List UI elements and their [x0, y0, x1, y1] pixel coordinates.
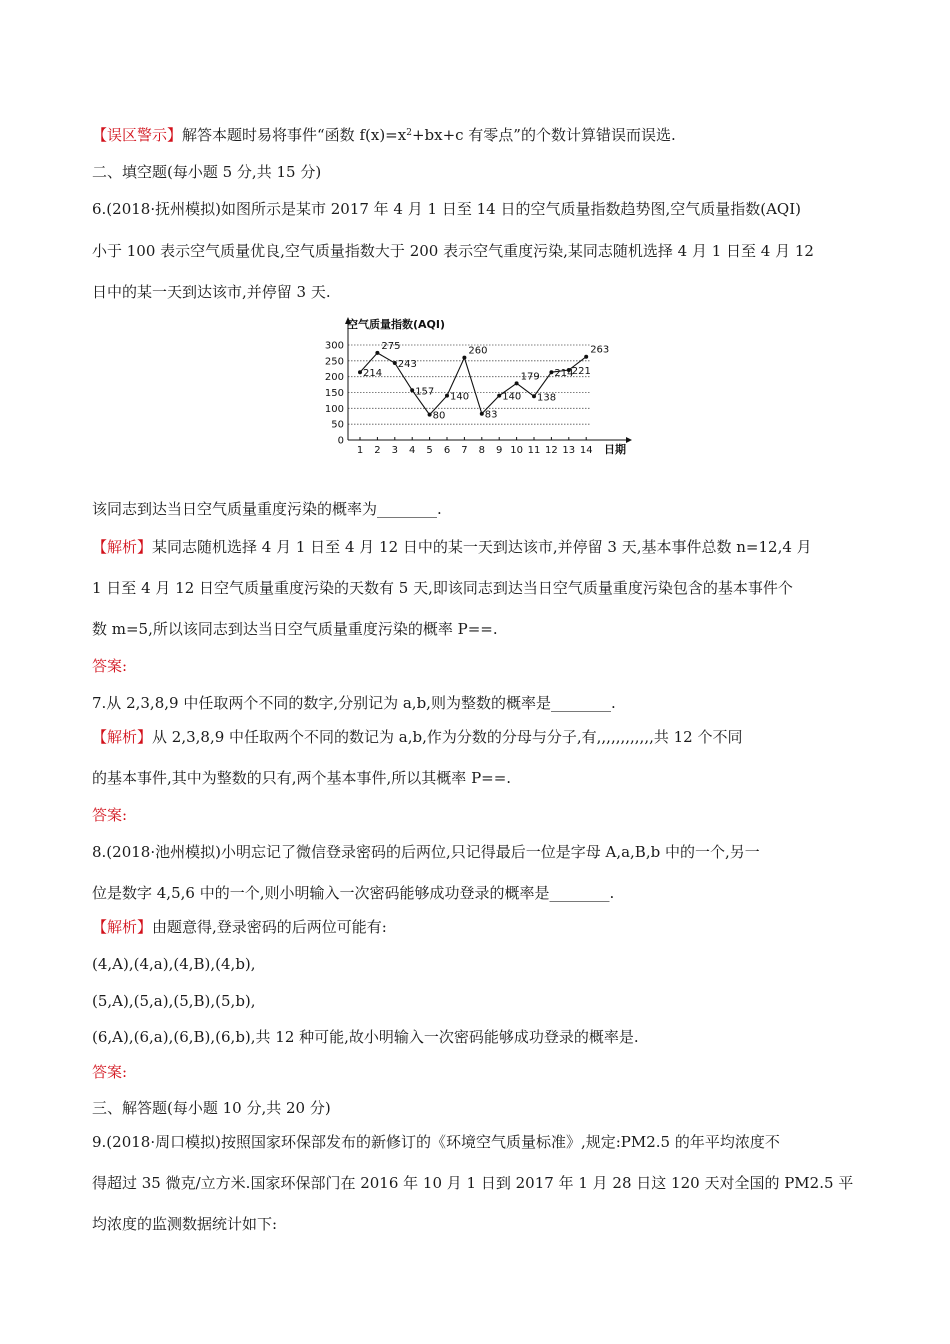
q6-question: 该同志到达当日空气质量重度污染的概率为________.	[92, 500, 442, 518]
data-label: 214	[554, 368, 574, 380]
data-label: 275	[381, 340, 401, 352]
aqi-line-chart	[312, 312, 632, 458]
data-label: 138	[537, 392, 557, 404]
x-axis-arrow	[626, 437, 632, 443]
data-point	[410, 388, 414, 392]
x-tick-label: 6	[443, 445, 451, 456]
x-tick-label: 10	[510, 445, 523, 456]
chart-title: 空气质量指数(AQI)	[347, 318, 446, 331]
q9-line-1: 9.(2018·周口模拟)按照国家环保部发布的新修订的《环境空气质量标准》,规定:PM2.5 的年平均浓度不	[92, 1133, 780, 1151]
data-point	[549, 370, 553, 374]
y-tick-label: 200	[324, 372, 344, 384]
q7-analysis-text-1: 从 2,3,8,9 中任取两个不同的数记为 a,b,作为分数的分母与分子,有,,,,,,,,,,,,共 12 个不同	[152, 728, 743, 746]
section2-heading: 二、填空题(每小题 5 分,共 15 分)	[92, 163, 322, 181]
data-point	[462, 356, 466, 360]
q9-line-3: 均浓度的监测数据统计如下:	[92, 1215, 278, 1233]
q6-analysis-2: 1 日至 4 月 12 日空气质量重度污染的天数有 5 天,即该同志到达当日空气质量重度污染包含的基本事件个	[92, 579, 793, 597]
x-tick-label: 8	[478, 445, 485, 456]
q8-analysis-1	[92, 916, 862, 938]
q9-line-2: 得超过 35 微克/立方米.国家环保部门在 2016 年 10 月 1 日到 2017 年 1 月 28 日这 120 天对全国的 PM2.5 平	[92, 1174, 854, 1192]
data-label: 157	[415, 386, 435, 398]
data-point	[497, 394, 501, 398]
data-point	[358, 370, 362, 374]
q6-line-3: 日中的某一天到达该市,并停留 3 天.	[92, 283, 331, 301]
q6-analysis-1	[92, 536, 862, 558]
data-label: 179	[520, 371, 540, 383]
data-label: 260	[468, 345, 488, 357]
q6-line-1: 6.(2018·抚州模拟)如图所示是某市 2017 年 4 月 1 日至 14 日的空气质量指数趋势图,空气质量指数(AQI)	[92, 200, 801, 218]
data-point	[515, 381, 519, 385]
y-tick-label: 50	[331, 419, 344, 431]
chart-y-ticks	[325, 341, 344, 447]
data-point	[584, 355, 588, 359]
data-point	[532, 394, 536, 398]
x-tick-label: 13	[562, 445, 576, 456]
q6-analysis-text-1: 某同志随机选择 4 月 1 日至 4 月 12 日中的某一天到达该市,并停留 3 天,基本事件总数 n=12,4 月	[152, 538, 812, 556]
y-tick-label: 300	[324, 340, 344, 352]
q7-analysis-tag: 【解析】	[92, 728, 153, 746]
data-point	[480, 412, 484, 416]
x-tick-label: 12	[545, 445, 558, 456]
warning-text-end: +bx+c 有零点”的个数计算错误而误选.	[411, 126, 676, 144]
x-tick-label: 14	[579, 445, 593, 456]
x-tick-label: 2	[374, 445, 381, 456]
x-tick-label: 9	[496, 445, 503, 456]
x-tick-label: 1	[356, 445, 364, 456]
data-label: 80	[432, 410, 446, 422]
y-tick-label: 0	[337, 435, 344, 447]
q8-row-1: (4,A),(4,a),(4,B),(4,b),	[92, 955, 256, 973]
data-label: 263	[590, 344, 610, 356]
data-label: 214	[363, 368, 383, 380]
x-tick-label: 3	[391, 445, 398, 456]
q8-line-2: 位是数字 4,5,6 中的一个,则小明输入一次密码能够成功登录的概率是________.	[92, 884, 615, 902]
x-tick-label: 11	[527, 445, 541, 456]
data-point	[393, 361, 397, 365]
q8-row-2: (5,A),(5,a),(5,B),(5,b),	[92, 992, 256, 1010]
q8-row-3: (6,A),(6,a),(6,B),(6,b),共 12 种可能,故小明输入一次密码能够成功登录的概率是.	[92, 1028, 639, 1046]
data-label: 221	[571, 366, 591, 378]
data-point	[445, 394, 449, 398]
q6-answer-label: 答案:	[92, 657, 128, 675]
q8-analysis-text-1: 由题意得,登录密码的后两位可能有:	[152, 918, 387, 936]
chart-point-labels	[363, 341, 609, 422]
y-tick-label: 250	[324, 356, 344, 368]
q7-line-1: 7.从 2,3,8,9 中任取两个不同的数字,分别记为 a,b,则为整数的概率是________.	[92, 694, 616, 712]
q7-analysis-1	[92, 726, 862, 748]
warning-line	[92, 124, 862, 146]
q6-analysis-tag: 【解析】	[92, 538, 153, 556]
data-label: 140	[502, 391, 522, 403]
q6-analysis-3: 数 m=5,所以该同志到达当日空气质量重度污染的概率 P==.	[92, 620, 498, 638]
q6-line-2: 小于 100 表示空气质量优良,空气质量指数大于 200 表示空气重度污染,某同志随机选择 4 月 1 日至 4 月 12	[92, 242, 814, 260]
chart-points	[358, 351, 588, 417]
q8-line-1: 8.(2018·池州模拟)小明忘记了微信登录密码的后两位,只记得最后一位是字母 A,a,B,b 中的一个,另一	[92, 843, 760, 861]
chart-x-axis-label: 日期	[604, 443, 626, 456]
warning-superscript: 2	[406, 128, 412, 138]
warning-text: 解答本题时易将事件“函数 f(x)=x	[182, 126, 407, 144]
warning-tag: 【误区警示】	[92, 126, 183, 144]
data-point	[375, 351, 379, 355]
section3-heading: 三、解答题(每小题 10 分,共 20 分)	[92, 1099, 331, 1117]
q7-answer-label: 答案:	[92, 806, 128, 824]
q7-analysis-2: 的基本事件,其中为整数的只有,两个基本事件,所以其概率 P==.	[92, 769, 512, 787]
q8-analysis-tag: 【解析】	[92, 918, 153, 936]
data-label: 83	[484, 409, 498, 421]
y-tick-label: 100	[324, 403, 344, 415]
x-tick-label: 7	[461, 445, 468, 456]
y-tick-label: 150	[324, 388, 344, 399]
data-label: 243	[397, 359, 417, 371]
x-tick-label: 4	[409, 445, 416, 456]
data-label: 140	[450, 391, 470, 403]
data-point	[428, 413, 432, 417]
x-tick-label: 5	[426, 445, 433, 456]
q8-answer-label: 答案:	[92, 1063, 128, 1081]
